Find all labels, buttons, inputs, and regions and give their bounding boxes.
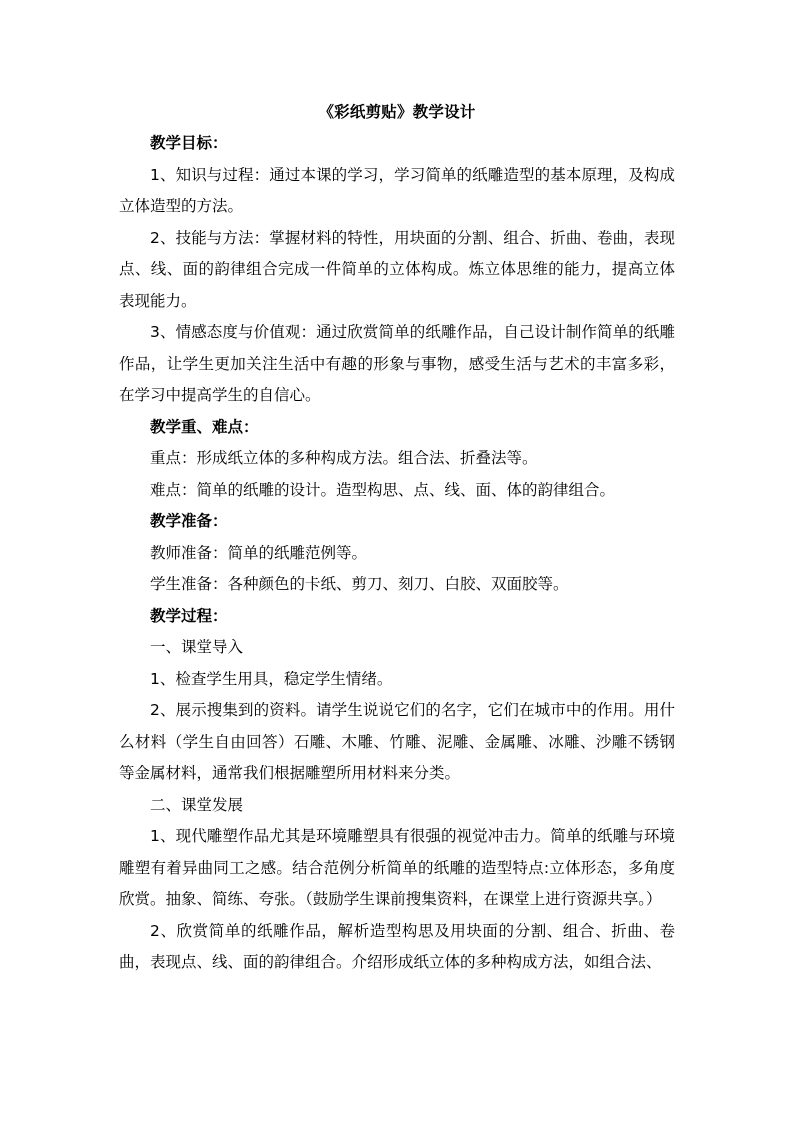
student-preparation: 学生准备：各种颜色的卡纸、剪刀、刻刀、白胶、双面胶等。	[150, 575, 569, 593]
objective-2: 2、技能与方法：掌握材料的特性，用块面的分割、组合、折曲、卷曲，表现点、线、面的韵律组合完成一件简单的立体构成。炼立体思维的能力，提高立体表现能力。	[119, 228, 675, 310]
objective-1: 1、知识与过程：通过本课的学习，学习简单的纸雕造型的基本原理，及构成立体造型的方法。	[119, 165, 675, 215]
part-1-item-2: 2、展示搜集到的资料。请学生说说它们的名字，它们在城市中的作用。用什么材料（学生自由回答）石雕、木雕、竹雕、泥雕、金属雕、冰雕、沙雕不锈钢等金属材料，通常我们根据雕塑所用材料来分类。	[119, 701, 675, 782]
part-2-heading: 二、课堂发展	[150, 795, 244, 814]
part-2-item-2: 2、欣赏简单的纸雕作品，解析造型构思及用块面的分割、组合、折曲、卷曲，表现点、线、面的韵律组合。介绍形成纸立体的多种构成方法，如组合法、	[119, 921, 675, 971]
key-point: 重点：形成纸立体的多种构成方法。组合法、折叠法等。	[150, 449, 538, 467]
document-title: 《彩纸剪贴》教学设计	[318, 103, 476, 121]
objective-3: 3、情感态度与价值观：通过欣赏简单的纸雕作品，自己设计制作简单的纸雕作品，让学生更加关注生活中有趣的形象与事物，感受生活与艺术的丰富多彩，在学习中提高学生的自信心。	[119, 323, 675, 404]
objectives-heading: 教学目标：	[150, 134, 228, 152]
difficulty: 难点：简单的纸雕的设计。造型构思、点、线、面、体的韵律组合。	[150, 480, 616, 499]
part-2-item-1: 1、现代雕塑作品尤其是环境雕塑具有很强的视觉冲击力。简单的纸雕与环境雕塑有着异曲同工之感。结合范例分析简单的纸雕的造型特点:立体形态，多角度欣赏。抽象、简练、夸张。（鼓励学生课前搜集资料，在课堂上进行资源共享。）	[119, 827, 675, 908]
part-1-item-1: 1、检查学生用具，稳定学生情绪。	[150, 669, 393, 688]
process-heading: 教学过程：	[150, 606, 228, 625]
teacher-preparation: 教师准备：简单的纸雕范例等。	[150, 543, 368, 562]
document-body	[119, 96, 675, 979]
key-points-heading: 教学重、难点：	[150, 417, 259, 436]
part-1-heading: 一、课堂导入	[150, 638, 244, 656]
preparation-heading: 教学准备：	[150, 512, 228, 530]
